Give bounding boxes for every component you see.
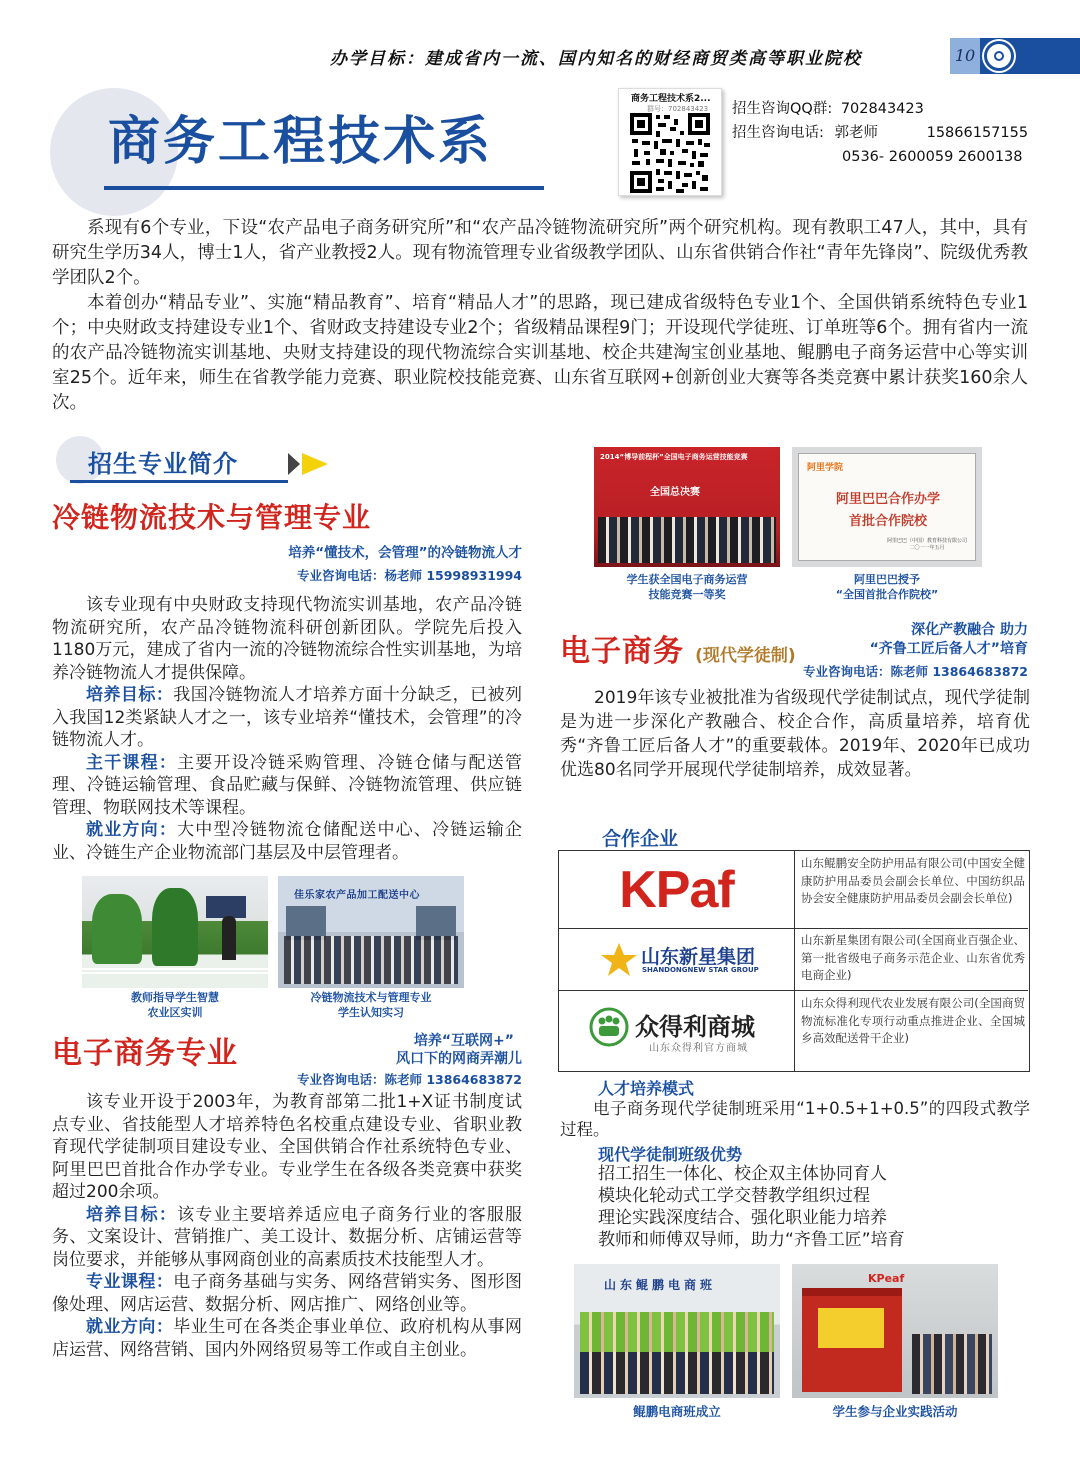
- ecommerce-goal-label: 培养目标：: [86, 1204, 178, 1225]
- cold-chain-goal-label: 培养目标：: [86, 685, 174, 705]
- cold-chain-jobs-label: 就业方向：: [86, 820, 178, 840]
- ecommerce-title: 电子商务专业: [52, 1036, 238, 1071]
- page-title: 商务工程技术系: [108, 112, 494, 172]
- advantage-item: 招工招生一体化、校企双主体协同育人: [598, 1164, 887, 1184]
- page-number: 10: [950, 38, 980, 74]
- star-group-icon: [599, 943, 639, 977]
- ecommerce-courses: [52, 1271, 522, 1316]
- qr-sub: 群号：702843423: [647, 105, 709, 113]
- contact-block: [732, 97, 1028, 169]
- star-group-logo-sub: SHANDONGNEW STAR GROUP: [642, 966, 759, 974]
- photo-kpeaf-banner: KPeaf: [868, 1272, 905, 1285]
- cold-chain-intro: 该专业现有中央财政支持现代物流实训基地，农产品冷链物流研究所，农产品冷链物流科研创新团队。学院先后投入1180万元，建成了省内一流的冷链物流综合性实训基地，为培养冷链物流人才提供保障。: [52, 595, 522, 683]
- zhongdeli-logo-sub: 山东众得利官方商城: [649, 1043, 748, 1054]
- teacher-name: 郭老师: [834, 125, 878, 141]
- ecommerce-goal-text: 该专业主要培养适应电子商务行业的客服服务、文案设计、营销推广、美工设计、数据分析、店铺运营等岗位要求，并能够从事网商创业的高素质技术技能型人才。: [52, 1204, 523, 1270]
- advantage-item: 理论实践深度结合、强化职业能力培养: [598, 1208, 887, 1228]
- partners-heading: 合作企业: [602, 828, 679, 850]
- intro-paragraph-1: 系现有6个专业，下设“农产品电子商务研究所”和“农产品冷链物流研究所”两个研究机构。现有教职工47人，其中，具有研究生学历34人，博士1人，省产业教授2人。现有物流管理专业省级教学团队、山东省供销合作社“青年先锋岗”、院级优秀教学团队2个。: [52, 218, 1028, 288]
- qq-number[interactable]: 702843423: [840, 101, 924, 117]
- intro-block: [52, 216, 1028, 416]
- apprentice-title-sub: (现代学徒制): [695, 646, 796, 666]
- partner-row: [559, 929, 1028, 991]
- partner-desc: 山东众得利现代农业发展有限公司(全国商贸物流标准化专项行动重点推进企业、全国城乡高效配送骨干企业): [801, 996, 1025, 1045]
- page-number-box: [950, 38, 1080, 74]
- ecommerce-courses-text: 电子商务基础与实务、网络营销实务、图形图像处理、网店运营、数据分析、网店推广、网络创业等。: [52, 1272, 523, 1315]
- section-arrow-icon: [288, 451, 334, 477]
- photo-enterprise-practice-caption: 学生参与企业实践活动: [832, 1404, 958, 1419]
- advantage-item: 教师和师傅双导师，助力“齐鲁工匠”培育: [598, 1230, 905, 1250]
- cold-chain-title: 冷链物流技术与管理专业: [52, 501, 372, 534]
- star-group-logo: 山东新星集团: [641, 946, 756, 968]
- partner-desc: 山东新星集团有限公司(全国商业百强企业、第一批省级电子商务示范企业、山东省优秀电商企业): [801, 933, 1025, 982]
- partner-desc: 山东鲲鹏安全防护用品有限公司(中国安全健康防护用品委员会副会长单位、中国纺织品协会安全健康防护用品委员会副会长单位): [801, 856, 1025, 905]
- apprentice-title-row: [560, 626, 796, 670]
- ecommerce-consult: 专业咨询电话：陈老师 13864683872: [296, 1072, 522, 1087]
- landline-number[interactable]: 0536- 2600059 2600138: [842, 149, 1023, 165]
- partners-table: [558, 850, 1030, 1072]
- photo-alibaba-plaque-caption: 阿里巴巴授予 “全国首批合作院校”: [835, 573, 939, 601]
- advantage-list: [598, 1163, 905, 1251]
- photo-alibaba-plaque: [792, 447, 982, 567]
- ecommerce-slogan-line1: 培养“互联网+”: [413, 1033, 514, 1049]
- photo-kunpeng-banner: 山东鲲鹏电商班: [604, 1278, 717, 1292]
- qq-label: 招生咨询QQ群:: [732, 101, 833, 117]
- ecommerce-jobs-label: 就业方向：: [86, 1317, 174, 1337]
- advantage-item: 模块化轮动式工学交替教学组织过程: [598, 1186, 870, 1206]
- cold-chain-jobs: [52, 819, 522, 864]
- plaque-line2: 首批合作院校: [848, 514, 927, 529]
- qr-code-card: [618, 88, 722, 196]
- plaque-footer: 阿里巴巴（中国）教育科技有限公司 二〇一一年五月: [886, 538, 967, 551]
- ecommerce-goal: [52, 1204, 522, 1272]
- mobile-number[interactable]: 15866157155: [926, 125, 1029, 141]
- ecommerce-courses-label: 专业课程：: [86, 1272, 174, 1292]
- cold-chain-courses-text: 主要开设冷链采购管理、冷链仓储与配送管理、冷链运输管理、食品贮藏与保鲜、冷链物流管理、供应链管理、物联网技术等课程。: [52, 752, 523, 818]
- apprentice-title: 电子商务: [560, 634, 684, 669]
- school-emblem-icon: [984, 41, 1014, 71]
- ecommerce-jobs-text: 毕业生可在各类企事业单位、政府机构从事网店运营、网络营销、国内外网络贸易等工作或自主创业。: [52, 1317, 523, 1360]
- cold-chain-slogan: 培养“懂技术，会管理”的冷链物流人才: [288, 545, 522, 561]
- contact-qq-row: [732, 97, 1028, 121]
- photo-enterprise-practice: [792, 1264, 998, 1398]
- ecommerce-slogan-line2: 风口下的网商弄潮儿: [396, 1051, 522, 1067]
- photo-cold-chain-internship-caption: 冷链物流技术与管理专业 学生认知实习: [310, 991, 432, 1019]
- cold-chain-courses: [52, 752, 522, 820]
- photo-cold-chain-internship: [278, 876, 464, 988]
- photo-smart-agriculture-caption: 教师指导学生智慧 农业区实训: [131, 991, 219, 1019]
- ecommerce-intro: 该专业开设于2003年，为教育部第二批1+X证书制度试点专业、省技能型人才培养特色名校重点建设专业、省职业教育现代学徒制项目建设专业、全国供销合作社系统特色专业、阿里巴巴首批合作办学专业。专业学生在各级各类竞赛中获奖超过200余项。: [52, 1092, 522, 1202]
- contact-phone-row: [732, 121, 1028, 145]
- apprentice-slogan-line1: 深化产教融合 助力: [911, 622, 1028, 638]
- photo-competition-banner: 2014“博导前程杯”全国电子商务运营技能竞赛: [600, 453, 748, 461]
- section-heading-underline: [70, 480, 288, 483]
- training-mode-heading: 人才培养模式: [598, 1079, 695, 1098]
- partner-row: [559, 851, 1028, 929]
- photo-national-competition-caption: 学生获全国电子商务运营 技能竞赛一等奖: [626, 573, 748, 601]
- photo-national-competition: [594, 447, 780, 567]
- intro-paragraph-2: 本着创办“精品专业”、实施“精品教育”、培育“精品人才”的思路，现已建成省级特色专业1个、全国供销系统特色专业1个；中央财政支持建设专业1个、省财政支持建设专业2个；省级精品课程9门；开设现代学徒班、订单班等6个。拥有省内一流的农产品冷链物流实训基地、央财支持建设的现代物流综合实训基地、校企共建淘宝创业基地、鲲鹏电子商务运营中心等实训室25个。近年来，师生在省教学能力竞赛、职业院校技能竞赛、山东省互联网+创新创业大赛等各类竞赛中累计获奖160余人次。: [52, 293, 1028, 413]
- section-heading: 招生专业简介: [88, 450, 238, 478]
- apprentice-intro: 2019年该专业被批准为省级现代学徒制试点，现代学徒制是为进一步深化产教融合、校企合作，高质量培养，培育优秀“齐鲁工匠后备人才”的重要载体。2019年、2020年已成功优选80名同学开展现代学徒制培养，成效显著。: [560, 688, 1030, 780]
- photo-kunpeng-class: [574, 1264, 780, 1398]
- photo-smart-agriculture: [82, 876, 268, 988]
- zhongdeli-logo-icon: [589, 1007, 629, 1047]
- cold-chain-goal: [52, 684, 522, 752]
- ecommerce-body: [52, 1091, 522, 1361]
- apprentice-slogan-line2: “齐鲁工匠后备人才”培育: [869, 641, 1028, 657]
- header-bar: [0, 38, 1080, 74]
- cold-chain-jobs-text: 大中型冷链物流仓储配送中心、冷链运输企业、冷链生产企业物流部门基层及中层管理者。: [52, 820, 523, 863]
- apprentice-consult: 专业咨询电话：陈老师 13864683872: [802, 664, 1028, 679]
- cold-chain-courses-label: 主干课程：: [86, 752, 178, 773]
- training-mode-text: 电子商务现代学徒制班采用“1+0.5+1+0.5”的四段式教学过程。: [560, 1099, 1030, 1139]
- partner-row: [559, 991, 1028, 1071]
- header-motto: 办学目标：建成省内一流、国内知名的财经商贸类高等职业院校: [330, 49, 862, 69]
- qr-code-icon: [630, 113, 710, 193]
- cold-chain-goal-text: 我国冷链物流人才培养方面十分缺乏，已被列入我国12类紧缺人才之一，该专业培养“懂技术，会管理”的冷链物流人才。: [52, 685, 523, 750]
- kpaf-logo: KPaf: [559, 851, 795, 929]
- ecommerce-jobs: [52, 1316, 522, 1361]
- photo-competition-sub: 全国总决赛: [650, 487, 700, 498]
- title-underline: [104, 186, 544, 190]
- zhongdeli-logo: 众得利商城: [635, 1013, 755, 1041]
- qr-label: 商务工程技术系2...: [631, 94, 711, 104]
- advantage-heading: 现代学徒制班级优势: [598, 1145, 743, 1164]
- plaque-line1: 阿里巴巴合作办学: [835, 492, 940, 507]
- photo-banner-distribution-center: 佳乐家农产品加工配送中心: [294, 890, 420, 901]
- phone-label: 招生咨询电话:: [732, 125, 824, 141]
- cold-chain-body: [52, 594, 522, 864]
- cold-chain-consult: 专业咨询电话：杨老师 15998931994: [296, 568, 522, 583]
- plaque-logo: 阿里学院: [807, 463, 844, 473]
- photo-kunpeng-class-caption: 鲲鹏电商班成立: [633, 1404, 721, 1419]
